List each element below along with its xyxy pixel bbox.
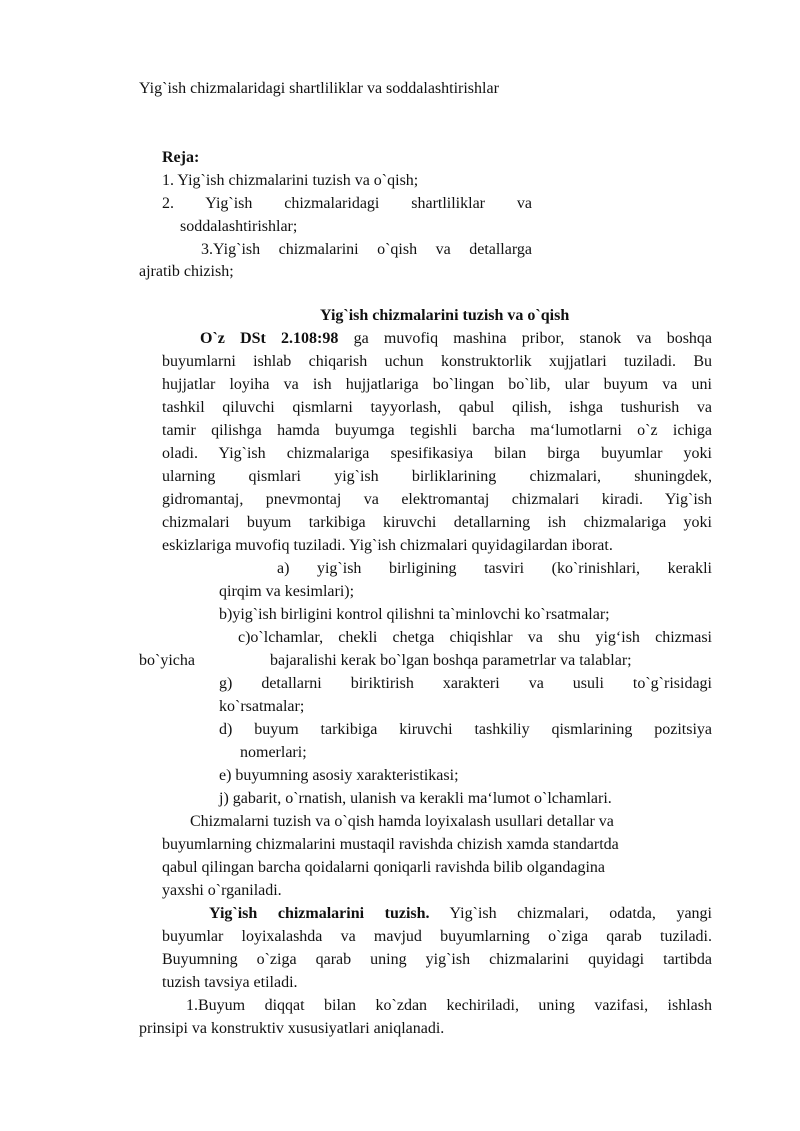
paragraph-3-line-3: Buyumning o`ziga qarab uning yig`ish chizmalarini quyidagi tartibda <box>162 951 712 968</box>
paragraph-1-line-3: hujjatlar loyiha va ish hujjatlariga bo`lingan bo`lib, ular buyum va uni <box>162 376 712 393</box>
plan-item-2-line-1: 2. Yig`ish chizmalaridagi shartliliklar va <box>162 195 532 212</box>
paragraph-2-line-1: Chizmalarni tuzish va o`qish hamda loyixalash usullari detallar va <box>190 813 614 830</box>
document-title: Yig`ish chizmalaridagi shartliliklar va soddalashtirishlar <box>139 80 499 97</box>
paragraph-1-line-10: eskizlariga muvofiq tuziladi. Yig`ish chizmalari quyidagilardan iborat. <box>162 537 613 554</box>
paragraph-3-line-2: buyumlar loyixalashda va mavjud buyumlarning o`ziga qarab tuziladi. <box>162 928 712 945</box>
paragraph-1-line-1 <box>200 327 712 350</box>
plan-item-1: 1. Yig`ish chizmalarini tuzish va o`qish; <box>162 172 419 189</box>
list-item-g-line-2: ko`rsatmalar; <box>219 698 305 715</box>
paragraph-3-line-4: tuzish tavsiya etiladi. <box>162 974 298 991</box>
plan-item-2-line-2: soddalashtirishlar; <box>180 218 298 235</box>
list-item-g-line-1: g) detallarni biriktirish xarakteri va usuli to`g`risidagi <box>219 675 712 692</box>
paragraph-1-line-8: gidromantaj, pnevmontaj va elektromantaj chizmalari kiradi. Yig`ish <box>162 491 712 508</box>
list-item-d-line-1: d) buyum tarkibiga kiruvchi tashkiliy qismlarining pozitsiya <box>219 721 712 738</box>
standard-reference: O`z DSt 2.108:98 <box>200 330 339 347</box>
paragraph-3-line-1-text: Yig`ish chizmalari, odatda, yangi <box>449 905 712 922</box>
paragraph-3-lead: Yig`ish chizmalarini tuzish. <box>209 905 430 922</box>
paragraph-3-line-1 <box>209 902 712 925</box>
plan-item-3-line-1: 3.Yig`ish chizmalarini o`qish va detallarga <box>201 241 532 258</box>
list-item-a-line-1: a) yig`ish birligining tasviri (ko`rinishlari, kerakli <box>277 560 712 577</box>
list-item-j: j) gabarit, o`rnatish, ulanish va kerakli ma‘lumot o`lchamlari. <box>219 790 612 807</box>
list-item-c-line-2-prefix: bo`yicha <box>139 652 195 669</box>
paragraph-2-line-4: yaxshi o`rganiladi. <box>162 882 282 899</box>
paragraph-1-line-4: tashkil qiluvchi qismlarni tayyorlash, qabul qilish, ishga tushurish va <box>162 399 712 416</box>
paragraph-1-line-7: ularning qismlari yig`ish birliklarining chizmalari, shuningdek, <box>162 468 712 485</box>
plan-heading: Reja: <box>162 149 200 166</box>
paragraph-1-line-9: chizmalari buyum tarkibiga kiruvchi detallarning ish chizmalariga yoki <box>162 514 712 531</box>
paragraph-1-line-2: buyumlarni ishlab chiqarish uchun konstruktorlik xujjatlari tuziladi. Bu <box>162 353 712 370</box>
paragraph-1-line-1-text: ga muvofiq mashina pribor, stanok va boshqa <box>353 330 712 347</box>
list-item-c-line-1: c)o`lchamlar, chekli chetga chiqishlar va shu yig‘ish chizmasi <box>238 629 712 646</box>
plan-item-3-line-2: ajratib chizish; <box>139 263 234 280</box>
list-item-e: e) buyumning asosiy xarakteristikasi; <box>219 767 459 784</box>
paragraph-1-line-5: tamir qilishga hamda buyumga tegishli barcha ma‘lumotlarni o`z ichiga <box>162 422 712 439</box>
paragraph-2-line-2: buyumlarning chizmalarini mustaqil ravishda chizish xamda standartda <box>162 836 619 853</box>
list-item-c-line-2: bajaralishi kerak bo`lgan boshqa parametrlar va talablar; <box>270 652 632 669</box>
list-item-a-line-2: qirqim va kesimlari); <box>219 583 355 600</box>
list-item-d-line-2: nomerlari; <box>240 744 307 761</box>
paragraph-2-line-3: qabul qilingan barcha qoidalarni qoniqarli ravishda bilib olgandagina <box>162 859 605 876</box>
list-item-b: b)yig`ish birligini kontrol qilishni ta`minlovchi ko`rsatmalar; <box>219 606 610 623</box>
paragraph-1-line-6: oladi. Yig`ish chizmalariga spesifikasiya bilan birga buyumlar yoki <box>162 445 712 462</box>
section-heading: Yig`ish chizmalarini tuzish va o`qish <box>320 307 570 324</box>
paragraph-4-line-1: 1.Buyum diqqat bilan ko`zdan kechiriladi, uning vazifasi, ishlash <box>186 997 712 1014</box>
paragraph-4-line-2: prinsipi va konstruktiv xususiyatlari aniqlanadi. <box>139 1020 445 1037</box>
